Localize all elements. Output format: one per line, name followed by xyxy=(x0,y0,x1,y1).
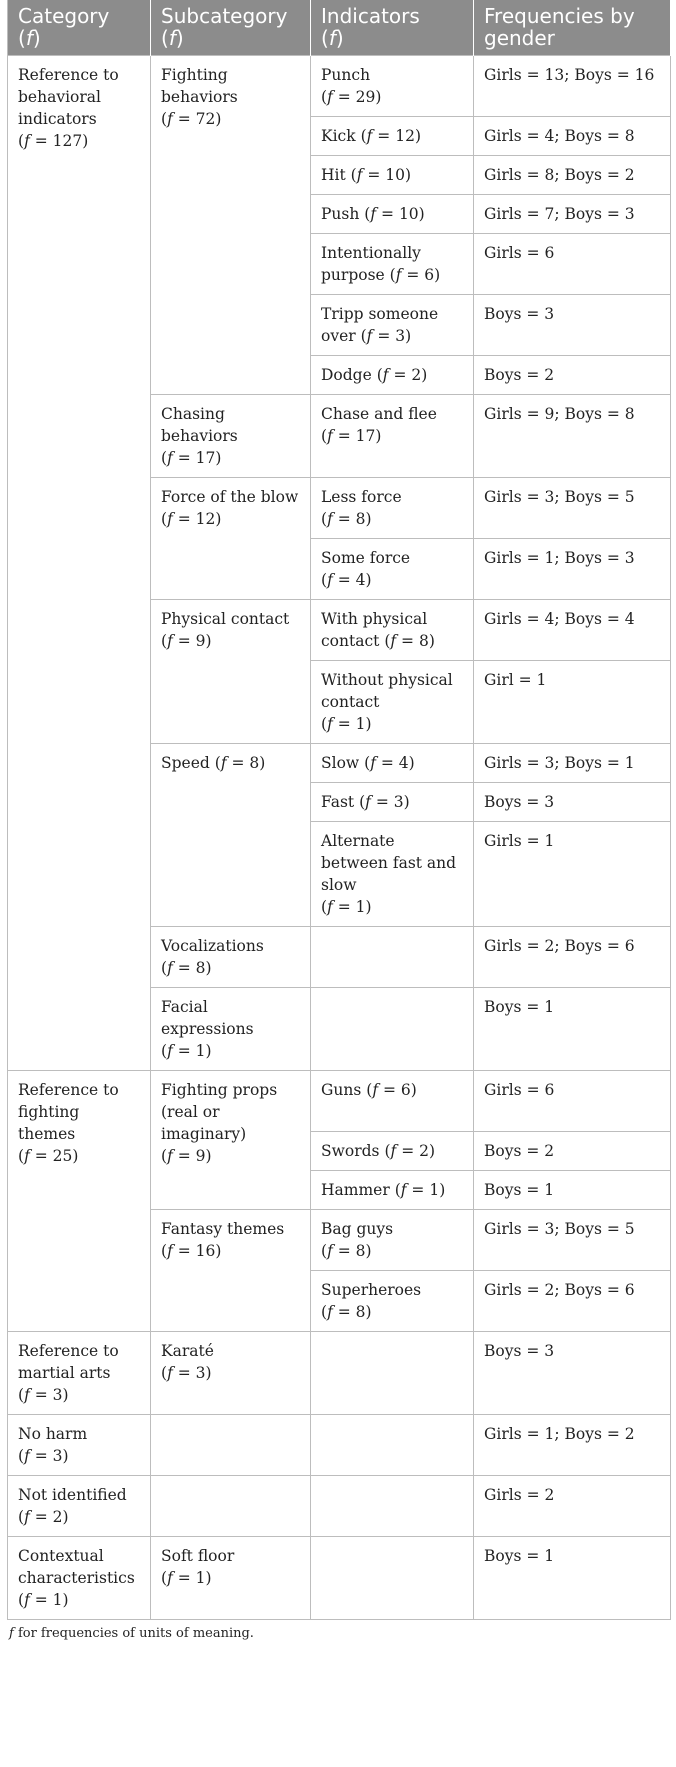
table-row xyxy=(8,1415,671,1476)
category-cell: Reference to martial arts (f = 3) xyxy=(8,1332,151,1415)
frequency-table xyxy=(7,0,671,1620)
frequency-cell: Girls = 1 xyxy=(474,822,671,927)
frequency-cell: Girls = 2 xyxy=(474,1476,671,1537)
indicator-cell: Hit (f = 10) xyxy=(311,156,474,195)
subcategory-cell xyxy=(151,1415,311,1476)
subcategory-cell xyxy=(151,1476,311,1537)
frequency-cell: Girls = 1; Boys = 2 xyxy=(474,1415,671,1476)
header-frequencies: Frequencies by gender xyxy=(474,0,671,56)
indicator-cell: Bag guys (f = 8) xyxy=(311,1210,474,1271)
indicator-cell: Swords (f = 2) xyxy=(311,1132,474,1171)
indicator-cell: Slow (f = 4) xyxy=(311,744,474,783)
frequency-cell: Boys = 2 xyxy=(474,356,671,395)
category-cell: Contextual characteristics (f = 1) xyxy=(8,1537,151,1620)
frequency-cell: Girls = 3; Boys = 5 xyxy=(474,1210,671,1271)
table-row xyxy=(8,1537,671,1620)
table-footnote: f for frequencies of units of meaning. xyxy=(9,1626,254,1641)
frequency-cell: Boys = 3 xyxy=(474,1332,671,1415)
indicator-cell: Punch (f = 29) xyxy=(311,56,474,117)
subcategory-cell: Karaté (f = 3) xyxy=(151,1332,311,1415)
frequency-cell: Girls = 2; Boys = 6 xyxy=(474,927,671,988)
frequency-cell: Girls = 4; Boys = 4 xyxy=(474,600,671,661)
category-cell: Not identified (f = 2) xyxy=(8,1476,151,1537)
table-container xyxy=(7,0,670,1641)
indicator-cell: Push (f = 10) xyxy=(311,195,474,234)
subcategory-cell: Fantasy themes (f = 16) xyxy=(151,1210,311,1332)
frequency-cell: Girls = 3; Boys = 5 xyxy=(474,478,671,539)
table-body xyxy=(8,56,671,1620)
indicator-cell: Dodge (f = 2) xyxy=(311,356,474,395)
table-header xyxy=(8,0,671,56)
frequency-cell: Girls = 9; Boys = 8 xyxy=(474,395,671,478)
frequency-cell: Girls = 1; Boys = 3 xyxy=(474,539,671,600)
indicator-cell xyxy=(311,1415,474,1476)
indicator-cell xyxy=(311,1537,474,1620)
frequency-cell: Girls = 7; Boys = 3 xyxy=(474,195,671,234)
table-row xyxy=(8,56,671,117)
category-cell: No harm (f = 3) xyxy=(8,1415,151,1476)
indicator-cell: Intentionally purpose (f = 6) xyxy=(311,234,474,295)
frequency-cell: Girls = 2; Boys = 6 xyxy=(474,1271,671,1332)
header-indicators: Indicators (f) xyxy=(311,0,474,56)
frequency-cell: Girl = 1 xyxy=(474,661,671,744)
indicator-cell xyxy=(311,1476,474,1537)
frequency-cell: Girls = 6 xyxy=(474,1071,671,1132)
indicator-cell: Alternate between fast and slow (f = 1) xyxy=(311,822,474,927)
category-cell: Reference to fighting themes (f = 25) xyxy=(8,1071,151,1332)
frequency-cell: Girls = 6 xyxy=(474,234,671,295)
indicator-cell xyxy=(311,1332,474,1415)
indicator-cell: Less force (f = 8) xyxy=(311,478,474,539)
table-row xyxy=(8,1476,671,1537)
indicator-cell: Hammer (f = 1) xyxy=(311,1171,474,1210)
subcategory-cell: Speed (f = 8) xyxy=(151,744,311,927)
indicator-cell: Superheroes (f = 8) xyxy=(311,1271,474,1332)
frequency-cell: Boys = 1 xyxy=(474,988,671,1071)
subcategory-cell: Soft floor (f = 1) xyxy=(151,1537,311,1620)
indicator-cell: Fast (f = 3) xyxy=(311,783,474,822)
indicator-cell: Tripp someone over (f = 3) xyxy=(311,295,474,356)
table-row xyxy=(8,1332,671,1415)
frequency-cell: Boys = 1 xyxy=(474,1537,671,1620)
subcategory-cell: Facial expressions (f = 1) xyxy=(151,988,311,1071)
indicator-cell xyxy=(311,927,474,988)
frequency-cell: Boys = 3 xyxy=(474,783,671,822)
category-cell: Reference to behavioral indicators (f = 127) xyxy=(8,56,151,1071)
indicator-cell: With physical contact (f = 8) xyxy=(311,600,474,661)
frequency-cell: Boys = 2 xyxy=(474,1132,671,1171)
header-category: Category (f) xyxy=(8,0,151,56)
indicator-cell: Guns (f = 6) xyxy=(311,1071,474,1132)
indicator-cell: Kick (f = 12) xyxy=(311,117,474,156)
header-row xyxy=(8,0,671,56)
frequency-cell: Girls = 13; Boys = 16 xyxy=(474,56,671,117)
subcategory-cell: Vocalizations (f = 8) xyxy=(151,927,311,988)
subcategory-cell: Force of the blow (f = 12) xyxy=(151,478,311,600)
subcategory-cell: Physical contact (f = 9) xyxy=(151,600,311,744)
frequency-cell: Girls = 3; Boys = 1 xyxy=(474,744,671,783)
frequency-cell: Girls = 4; Boys = 8 xyxy=(474,117,671,156)
header-subcategory: Subcategory (f) xyxy=(151,0,311,56)
frequency-cell: Girls = 8; Boys = 2 xyxy=(474,156,671,195)
indicator-cell: Some force (f = 4) xyxy=(311,539,474,600)
frequency-cell: Boys = 3 xyxy=(474,295,671,356)
indicator-cell xyxy=(311,988,474,1071)
subcategory-cell: Fighting props (real or imaginary) (f = 9) xyxy=(151,1071,311,1210)
indicator-cell: Chase and flee (f = 17) xyxy=(311,395,474,478)
subcategory-cell: Fighting behaviors (f = 72) xyxy=(151,56,311,395)
subcategory-cell: Chasing behaviors (f = 17) xyxy=(151,395,311,478)
indicator-cell: Without physical contact (f = 1) xyxy=(311,661,474,744)
table-row xyxy=(8,1071,671,1132)
frequency-cell: Boys = 1 xyxy=(474,1171,671,1210)
